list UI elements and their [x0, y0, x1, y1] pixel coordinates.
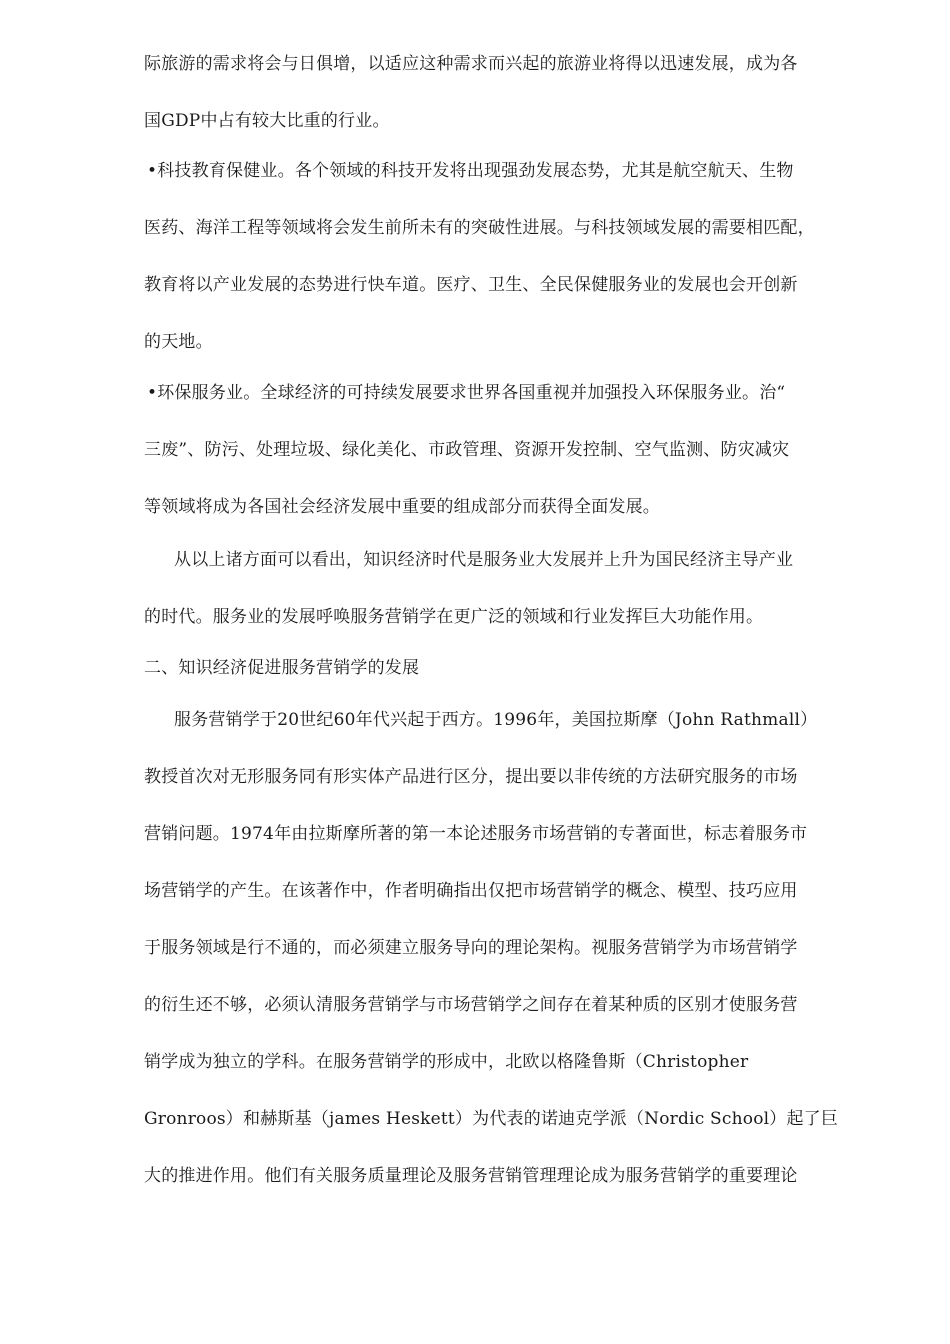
- text-line-9: 等领域将成为各国社会经济发展中重要的组成部分而获得全面发展。: [144, 497, 660, 517]
- bullet-line-tech-education: •科技教育保健业。各个领域的科技开发将出现强劲发展态势，尤其是航空航天、生物: [147, 161, 794, 181]
- text-line-14: 教授首次对无形服务同有形实体产品进行区分，提出要以非传统的方法研究服务的市场: [144, 767, 798, 787]
- paragraph-start-history: 服务营销学于20世纪60年代兴起于西方。1996年，美国拉斯摩（John Rathmall）: [174, 710, 818, 730]
- text-line-16: 场营销学的产生。在该著作中，作者明确指出仅把市场营销学的概念、模型、技巧应用: [144, 881, 798, 901]
- text-line-18: 的衍生还不够，必须认清服务营销学与市场营销学之间存在着某种质的区别才使服务营: [144, 995, 798, 1015]
- text-line-8: 三废”、防污、处理垃圾、绿化美化、市政管理、资源开发控制、空气监测、防灾减灾: [144, 440, 790, 460]
- text-line-4: 医药、海洋工程等领域将会发生前所未有的突破性进展。与科技领域发展的需要相匹配，: [144, 218, 815, 238]
- section-heading: 二、知识经济促进服务营销学的发展: [144, 658, 420, 678]
- text-line-1: 际旅游的需求将会与日俱增，以适应这种需求而兴起的旅游业将得以迅速发展，成为各: [144, 54, 798, 74]
- text-line-11: 的时代。服务业的发展呼唤服务营销学在更广泛的领域和行业发挥巨大功能作用。: [144, 607, 764, 627]
- text-line-5: 教育将以产业发展的态势进行快车道。医疗、卫生、全民保健服务业的发展也会开创新: [144, 275, 798, 295]
- text-line-2: 国GDP中占有较大比重的行业。: [144, 111, 390, 131]
- paragraph-start-conclusion: 从以上诸方面可以看出，知识经济时代是服务业大发展并上升为国民经济主导产业: [174, 550, 794, 570]
- text-line-20: Gronroos）和赫斯基（james Heskett）为代表的诺迪克学派（Nordic School）起了巨: [144, 1109, 839, 1129]
- text-line-6: 的天地。: [144, 332, 213, 352]
- text-line-19: 销学成为独立的学科。在服务营销学的形成中，北欧以格隆鲁斯（Christopher: [144, 1052, 749, 1072]
- text-line-15: 营销问题。1974年由拉斯摩所著的第一本论述服务市场营销的专著面世，标志着服务市: [144, 824, 808, 844]
- text-line-21: 大的推进作用。他们有关服务质量理论及服务营销管理理论成为服务营销学的重要理论: [144, 1166, 798, 1186]
- bullet-line-environmental: •环保服务业。全球经济的可持续发展要求世界各国重视并加强投入环保服务业。治“: [147, 383, 786, 403]
- text-line-17: 于服务领域是行不通的，而必须建立服务导向的理论架构。视服务营销学为市场营销学: [144, 938, 798, 958]
